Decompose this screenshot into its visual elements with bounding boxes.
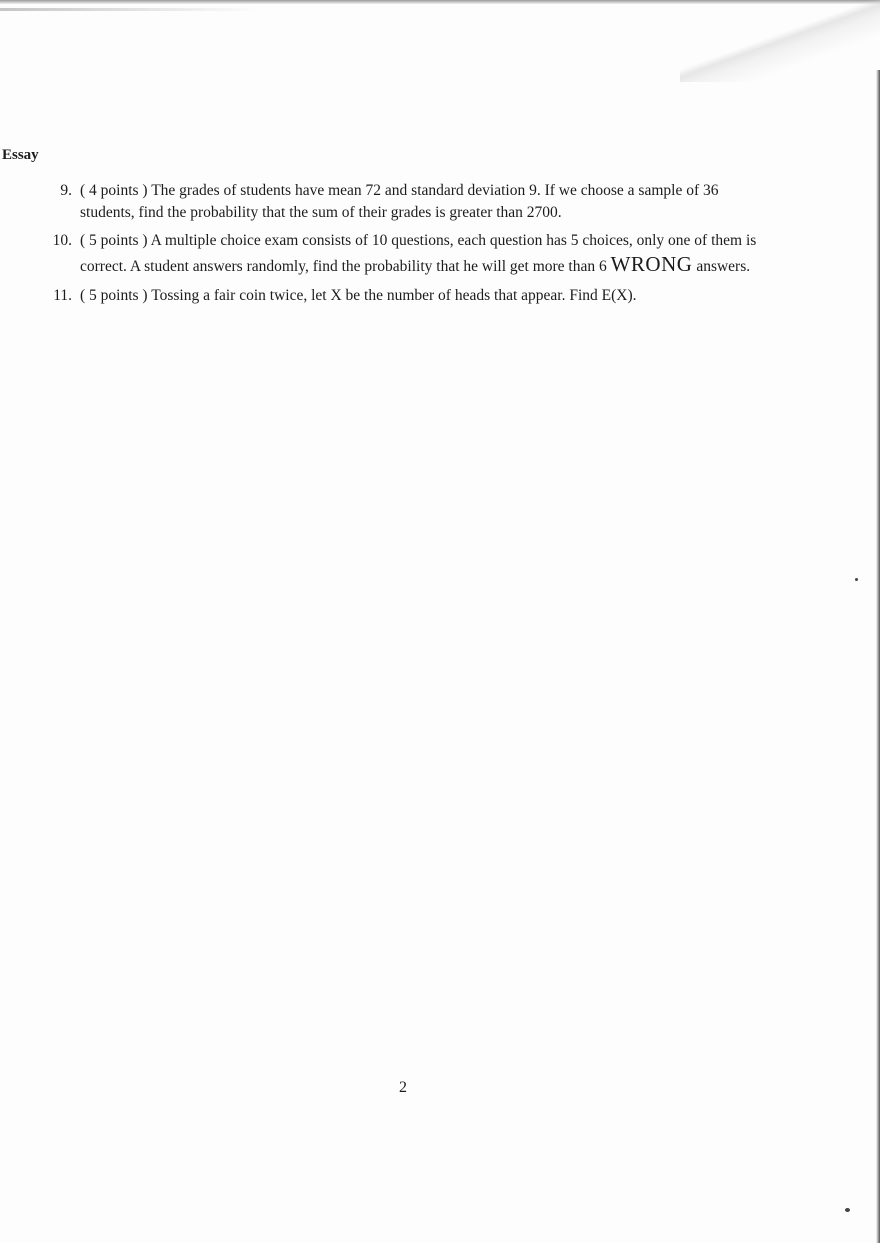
scan-smudge (0, 8, 260, 11)
question-line (80, 253, 820, 278)
question-line: students, find the probability that the sum of their grades is greater than 2700. (80, 204, 562, 221)
question-text (80, 230, 820, 278)
question-text (80, 180, 820, 224)
question-line: ( 5 points ) A multiple choice exam consists of 10 questions, each question has 5 choices, only one of them is (80, 232, 757, 249)
emphasized-word: WRONG (610, 252, 693, 276)
question-line-end: answers. (692, 258, 751, 275)
scan-speck (845, 1208, 850, 1212)
page-number: 2 (399, 1079, 407, 1096)
question-line: ( 5 points ) Tossing a fair coin twice, let X be the number of heads that appear. Find E(X). (80, 287, 637, 304)
section-title: Essay (2, 147, 39, 163)
scan-speck (855, 578, 858, 581)
question-text (80, 285, 820, 307)
question-number: 11. (53, 287, 72, 304)
question-number: 10. (52, 232, 72, 249)
question-number: 9. (60, 182, 72, 199)
question-line: ( 4 points ) The grades of students have mean 72 and standard deviation 9. If we choose a sample of 36 (80, 182, 719, 199)
scan-corner-fold (680, 0, 880, 82)
question-line-start: correct. A student answers randomly, find the probability that he will get more than 6 (80, 258, 611, 275)
scan-right-edge (876, 70, 880, 1243)
